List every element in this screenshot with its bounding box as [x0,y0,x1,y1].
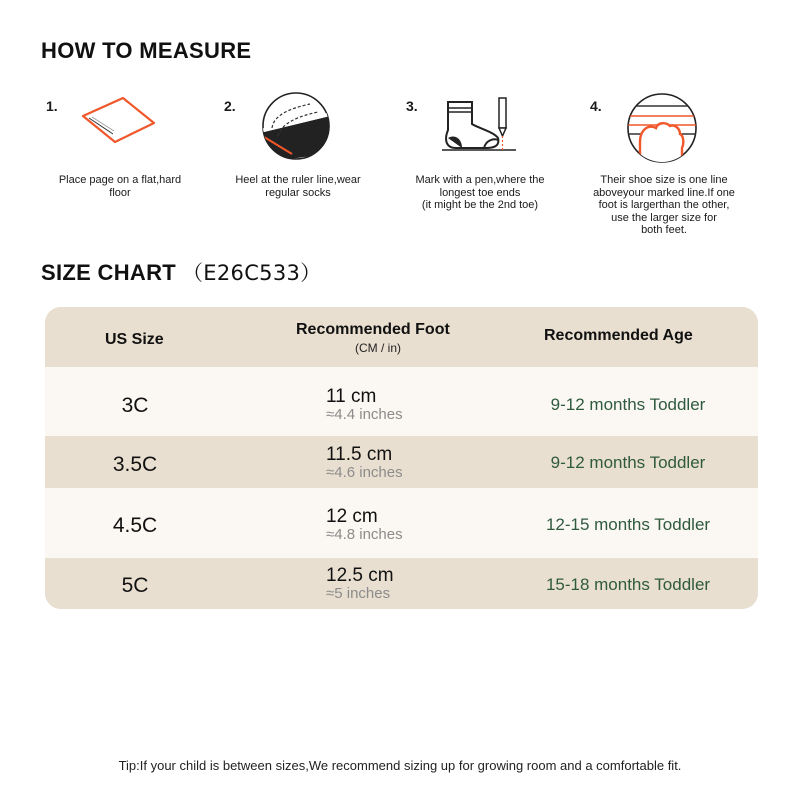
table-row [45,367,758,436]
header-us-size: US Size [105,331,164,348]
measure-step-4 [584,92,744,242]
table-row [45,488,758,558]
how-to-measure-title: HOW TO MEASURE [41,38,252,63]
sock-and-pen-icon [434,92,524,154]
foot-cm-cell: 11.5 cm [326,444,393,465]
table-row [45,558,758,609]
table-row [45,436,758,488]
step-number: 2. [224,98,236,114]
step-number: 3. [406,98,418,114]
heel-on-ruler-icon [252,92,342,164]
header-recommended-foot: Recommended Foot [296,321,450,338]
foot-inches-cell: ≈4.4 inches [326,406,403,423]
size-chart-title [41,257,321,287]
foot-cm-cell: 12 cm [326,506,378,527]
size-cell: 3.5C [112,453,158,476]
measure-step-3 [400,92,560,242]
foot-cm-cell: 12.5 cm [326,565,394,586]
size-cell: 4.5C [112,514,158,537]
measure-step-2 [218,92,378,242]
step-caption: Their shoe size is one line aboveyour marked line.If one foot is largerthan the other, use the larger size for both feet. [593,174,735,236]
age-cell: 9-12 months Toddler [550,395,706,414]
foot-inches-cell: ≈4.6 inches [326,464,403,481]
age-cell: 15-18 months Toddler [545,575,711,594]
size-chart-table [45,307,758,609]
foot-cm-cell: 11 cm [326,386,377,407]
age-cell: 12-15 months Toddler [545,515,711,534]
step-caption: Mark with a pen,where the longest toe ends (it might be the 2nd toe) [415,174,545,211]
size-cell: 3C [121,394,149,417]
paper-on-floor-icon [74,92,164,152]
foot-inches-cell: ≈5 inches [326,585,391,602]
measure-step-1 [40,92,200,242]
step-number: 1. [46,98,58,114]
step-number: 4. [590,98,602,114]
foot-inches-cell: ≈4.8 inches [326,526,403,543]
header-recommended-age: Recommended Age [544,327,693,344]
age-cell: 9-12 months Toddler [550,453,706,472]
sizing-tip: Tip:If your child is between sizes,We recommend sizing up for growing room and a comfortable fit. [118,758,682,773]
size-cell: 5C [121,574,149,597]
table-header [45,307,758,367]
size-chart-title-text: SIZE CHART [41,260,176,285]
model-code: （E26C533） [182,261,322,285]
step-caption: Place page on a flat,hard floor [58,174,182,199]
header-foot-unit: (CM / in) [355,341,401,355]
step-caption: Heel at the ruler line,wear regular socks [235,174,361,199]
shoe-size-lines-icon [618,92,708,166]
